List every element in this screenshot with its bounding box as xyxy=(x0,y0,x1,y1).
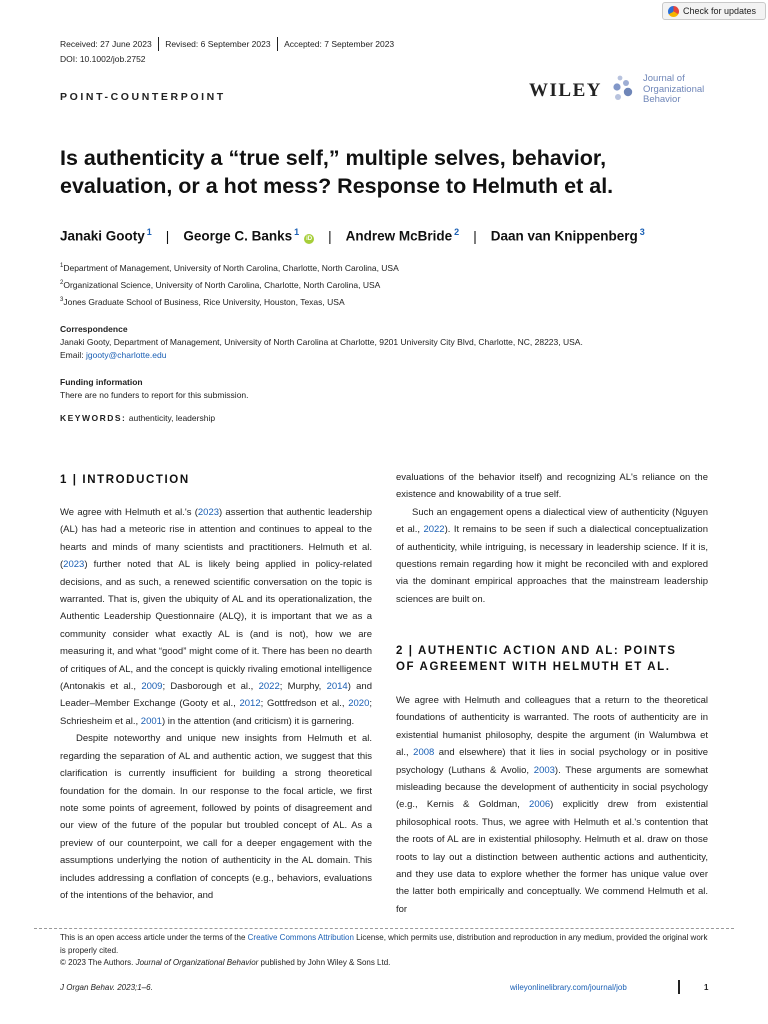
funding-label: Funding information xyxy=(60,377,143,387)
paragraph: We agree with Helmuth and colleagues that a return to the theoretical foundations of authenticity is warranted. The roots of authenticity are in existential humanist philosophy, despite the argument (in Walumbwa et al., 2008 and elsewhere) that it lies in social psychology or in positive psychology (Luthans & Avolio, 2003). These arguments are somewhat misleading because the development of authenticity in social psychology (e.g., Kernis & Goldman, 2006) explicitly drew from existential philosophical roots. Thus, we agree with Helmuth et al.'s contention that the roots of AL are in existential philosophy. Helmuth et al. draw on those roots to lay out a distinction between authentic actions and authenticity, and they use data to explore whether the former has unique value over the latter both empirically and conceptually. We commend Helmuth et al. for xyxy=(396,695,708,915)
left-column xyxy=(60,504,372,904)
revised-date: Revised: 6 September 2023 xyxy=(165,39,271,49)
paragraph: evaluations of the behavior itself) and recognizing AL's reliance on the existence and knowability of a true self. xyxy=(396,472,708,501)
citation-link[interactable]: 2014 xyxy=(326,681,348,693)
affiliation: $^2$Organizational Science, University of North Carolina, Charlotte, North Carolina, USA xyxy=(60,280,381,290)
paragraph: We agree with Helmuth et al.'s (2023) assertion that authentic leadership (AL) has had a meteoric rise in attention and continues to appeal to the hearts and minds of many scientists and practitioners. Helmuth et al. (2023) further noted that AL is likely being applied in policy-related decisions, and as such, a renewed scientific conversation on the topic is warranted. That is, given the ubiquity of AL and its operationalization, the Authentic Leadership Questionnaire (ALQ), it is important that we as a community consider what exactly AL is (and is not), how we are measuring it, and what “good” might come of it. There has been no dearth of critiques of AL, and the concept is quickly rivaling emotional intelligence (Antonakis et al., 2009; Dasborough et al., 2022; Murphy, 2014) and Leader–Member Exchange (Gooty et al., 2012; Gottfredson et al., 2020; Schriesheim et al., 2001) in the attention (and criticism) it is garnering. xyxy=(60,507,373,727)
right-column-top xyxy=(396,469,708,608)
correspondence-text: Janaki Gooty, Department of Management, University of North Carolina at Charlotte, 9201 University City Blvd, Charlotte, NC, 28223, USA. xyxy=(60,337,583,347)
paragraph: Despite noteworthy and unique new insights from Helmuth et al. regarding the separation of AL and authentic action, we suggest that this clarification is currently insufficient for building a strong theoretical foundation for the domain. In our response to the focal article, we first note some points of agreement, followed by points of disagreement and our view of the future of the popular but troubled concept of AL. As a preview of our counterpoint, we call for a deeper engagement with the assumptions underlying the notion of authenticity in the AL domain. This includes addressing a conflation of concepts (e.g., behaviors, evaluations of the intentions of the behavior, and xyxy=(60,733,372,901)
received-date: Received: 27 June 2023 xyxy=(60,39,152,49)
paragraph: Such an engagement opens a dialectical view of authenticity (Nguyen et al., 2022). It remains to be seen if such a dialectical conceptualization of authenticity, while intriguing, is necessary in leadership science. If it is, questions remain regarding how it might be reconciled with and explored via the dominant empirical approaches that the mainstream leadership sciences are built on. xyxy=(396,506,709,605)
check-for-updates-label: Check for updates xyxy=(683,6,757,16)
date-separator xyxy=(277,37,279,51)
citation-link[interactable]: 2020 xyxy=(348,698,370,710)
journal-url-link[interactable]: wileyonlinelibrary.com/journal/job xyxy=(510,983,627,992)
author-list: Janaki Gooty $^1$ | George C. Banks $^1$iD | Andrew McBride $^2$ | Daan van Knippenberg $^3$ xyxy=(60,227,645,244)
citation-link[interactable]: 2023 xyxy=(197,507,220,518)
citation-link[interactable]: 2022 xyxy=(258,681,280,693)
citation-link[interactable]: 2009 xyxy=(141,681,163,693)
journal-citation: J Organ Behav. 2023;1–6. xyxy=(60,983,153,992)
keywords: KEYWORDS: authenticity, leadership xyxy=(60,413,216,423)
cc-license-link[interactable]: Creative Commons Attribution xyxy=(247,933,354,942)
crossmark-icon xyxy=(668,6,679,17)
accepted-date: Accepted: 7 September 2023 xyxy=(284,39,395,49)
doi[interactable]: DOI: 10.1002/job.2752 xyxy=(60,54,146,64)
date-separator xyxy=(158,37,160,51)
check-for-updates-button[interactable] xyxy=(662,2,766,20)
license-notice: This is an open access article under the terms of the Creative Commons Attribution License, which permits use, distribution and reproduction in any medium, provided the original work is properly cited. © 2023 The Authors. Journal of Organizational Behavior published by John Wiley & Sons Ltd. xyxy=(60,933,708,967)
right-column-bottom xyxy=(396,692,708,918)
page-number: 1 xyxy=(704,983,709,992)
section-heading-introduction: 1 | INTRODUCTION xyxy=(60,474,190,486)
citation-link[interactable]: 2006 xyxy=(529,799,551,811)
orcid-icon[interactable]: iD xyxy=(306,235,313,242)
email-link[interactable]: jgooty@charlotte.edu xyxy=(85,350,167,360)
journal-logo-icon xyxy=(609,74,639,104)
affiliation: $^3$Jones Graduate School of Business, Rice University, Houston, Texas, USA xyxy=(60,297,345,307)
correspondence-email-line: Email: jgooty@charlotte.edu xyxy=(60,350,167,360)
citation-link[interactable]: 2023 xyxy=(63,559,85,571)
author[interactable]: Andrew McBride $^2$ xyxy=(345,227,460,244)
footer-divider xyxy=(34,928,734,929)
article-dates xyxy=(60,37,394,51)
wiley-logo: WILEY xyxy=(529,80,602,101)
author[interactable]: George C. Banks $^1$iD xyxy=(183,227,313,244)
citation-link[interactable]: 2003 xyxy=(533,764,555,776)
article-title: Is authenticity a “true self,” multiple selves, behavior, evaluation, or a hot mess? Response to Helmuth et al. xyxy=(60,146,614,198)
section-type: POINT-COUNTERPOINT xyxy=(60,91,226,103)
author[interactable]: Daan van Knippenberg $^3$ xyxy=(490,227,645,244)
section-heading-2: 2 | AUTHENTIC ACTION AND AL: POINTS OF AGREEMENT WITH HELMUTH ET AL. xyxy=(396,645,677,673)
citation-link[interactable]: 2022 xyxy=(423,524,445,536)
author[interactable]: Janaki Gooty $^1$ xyxy=(60,227,152,244)
funding-text: There are no funders to report for this submission. xyxy=(60,390,249,400)
citation-link[interactable]: 2012 xyxy=(239,698,261,710)
footer-separator xyxy=(678,980,680,994)
citation-link[interactable]: 2008 xyxy=(413,747,435,759)
citation-link[interactable]: 2001 xyxy=(140,715,162,727)
affiliation: $^1$Department of Management, University of North Carolina, Charlotte, North Carolina, USA xyxy=(60,263,399,273)
correspondence-label: Correspondence xyxy=(60,324,128,334)
journal-logo-text: Journal of Organizational Behavior xyxy=(643,73,705,105)
